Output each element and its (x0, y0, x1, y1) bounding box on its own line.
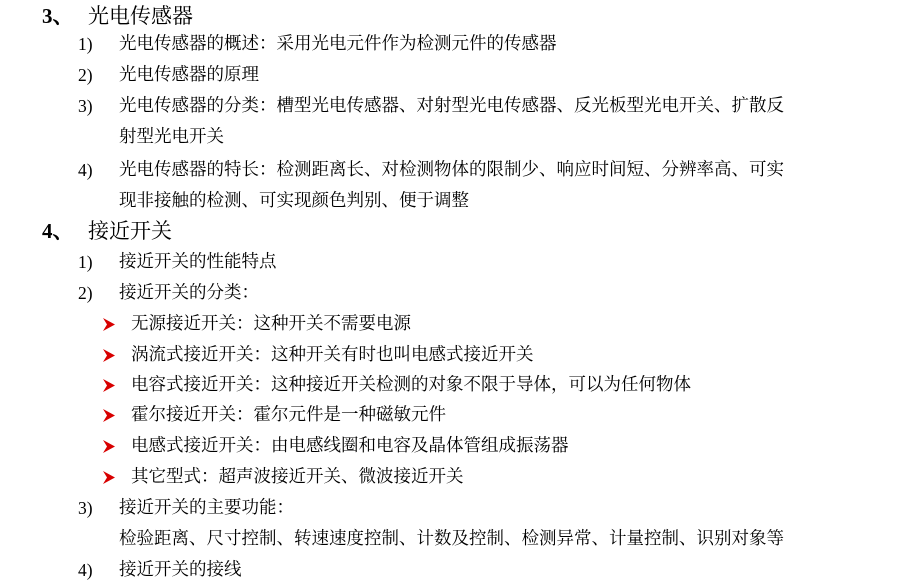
item-number: 2) (78, 283, 93, 303)
item-number: 1) (78, 252, 93, 272)
item-number: 3) (78, 498, 93, 518)
section-number: 4、 (42, 219, 74, 243)
list-item (0, 60, 910, 91)
right-arrowhead-icon (103, 471, 115, 484)
item-text: 接近开关的性能特点 (119, 252, 277, 272)
bullet-item (0, 340, 910, 371)
section-title: 光电传感器 (88, 4, 193, 28)
section-number: 3、 (42, 4, 74, 28)
list-item (0, 493, 910, 524)
list-item-continuation (0, 524, 910, 555)
item-number: 1) (78, 34, 93, 54)
item-number: 2) (78, 65, 93, 85)
list-item (0, 555, 910, 586)
item-text: 接近开关的主要功能： (119, 498, 294, 518)
item-number: 4) (78, 560, 93, 580)
right-arrowhead-icon (103, 409, 115, 422)
list-item-continuation (0, 122, 910, 153)
section-heading-4 (0, 215, 910, 247)
right-arrowhead-icon (103, 349, 115, 362)
item-text: 光电传感器的分类：槽型光电传感器、对射型光电传感器、反光板型光电开关、扩散反 (119, 96, 784, 116)
item-text: 光电传感器的概述：采用光电元件作为检测元件的传感器 (119, 34, 557, 54)
bullet-item (0, 309, 910, 340)
right-arrowhead-icon (103, 318, 115, 331)
list-item (0, 247, 910, 278)
item-text: 光电传感器的特长：检测距离长、对检测物体的限制少、响应时间短、分辨率高、可实 (119, 160, 784, 180)
bullet-text: 无源接近开关：这种开关不需要电源 (131, 314, 411, 334)
item-text: 现非接触的检测、可实现颜色判别、便于调整 (119, 191, 469, 211)
section-heading-3 (0, 0, 910, 32)
item-text: 接近开关的分类： (119, 283, 259, 303)
bullet-item (0, 431, 910, 462)
item-text: 射型光电开关 (119, 127, 224, 147)
list-item (0, 278, 910, 309)
item-text: 接近开关的接线 (119, 560, 242, 580)
bullet-item (0, 462, 910, 493)
bullet-text: 电感式接近开关：由电感线圈和电容及晶体管组成振荡器 (131, 436, 569, 456)
item-number: 3) (78, 96, 93, 116)
bullet-text: 其它型式：超声波接近开关、微波接近开关 (131, 467, 464, 487)
list-item (0, 29, 910, 60)
list-item (0, 155, 910, 186)
bullet-text: 涡流式接近开关：这种开关有时也叫电感式接近开关 (131, 345, 534, 365)
bullet-text: 霍尔接近开关：霍尔元件是一种磁敏元件 (131, 405, 446, 425)
item-text: 检验距离、尺寸控制、转速速度控制、计数及控制、检测异常、计量控制、识别对象等 (119, 529, 784, 549)
right-arrowhead-icon (103, 440, 115, 453)
bullet-item (0, 400, 910, 431)
right-arrowhead-icon (103, 379, 115, 392)
section-title: 接近开关 (88, 219, 172, 243)
bullet-item (0, 370, 910, 401)
list-item-continuation (0, 186, 910, 217)
list-item (0, 91, 910, 122)
item-number: 4) (78, 160, 93, 180)
bullet-text: 电容式接近开关：这种接近开关检测的对象不限于导体，可以为任何物体 (131, 375, 691, 395)
item-text: 光电传感器的原理 (119, 65, 259, 85)
